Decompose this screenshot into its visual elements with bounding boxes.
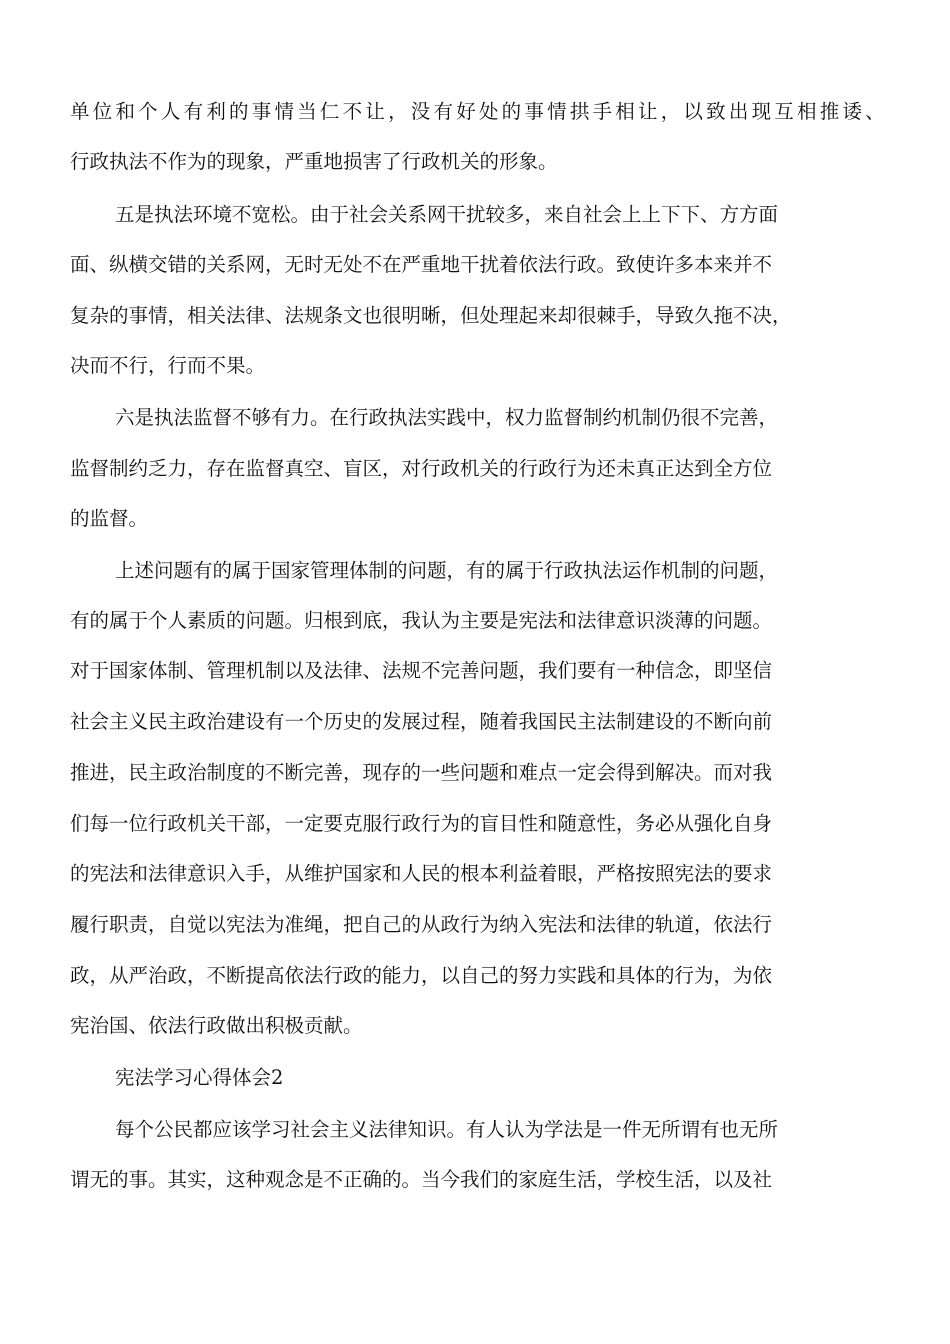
text-line: 社会主义民主政治建设有一个历史的发展过程，随着我国民主法制建设的不断向前 xyxy=(70,710,773,733)
text-line: 的宪法和法律意识入手，从维护国家和人民的根本利益着眼，严格按照宪法的要求 xyxy=(70,862,773,885)
text-line: 复杂的事情，相关法律、法规条文也很明晰，但处理起来却很棘手，导致久拖不决， xyxy=(70,304,792,327)
text-line: 行政执法不作为的现象，严重地损害了行政机关的形象。 xyxy=(70,150,558,173)
text-line: 每个公民都应该学习社会主义法律知识。有人认为学法是一件无所谓有也无所 xyxy=(115,1118,779,1141)
text-line: 对于国家体制、管理机制以及法律、法规不完善问题，我们要有一种信念，即坚信 xyxy=(70,659,773,682)
section-heading: 宪法学习心得体会2 xyxy=(115,1066,284,1089)
text-line: 决而不行，行而不果。 xyxy=(70,354,266,377)
text-line: 面、纵横交错的关系网，无时无处不在严重地干扰着依法行政。致使许多本来并不 xyxy=(70,253,773,276)
text-line: 推进，民主政治制度的不断完善，现存的一些问题和难点一定会得到解决。而对我 xyxy=(70,761,773,784)
text-line: 五是执法环境不宽松。由于社会关系网干扰较多，来自社会上上下下、方方面 xyxy=(115,203,779,226)
text-line: 谓无的事。其实，这种观念是不正确的。当今我们的家庭生活，学校生活，以及社 xyxy=(70,1168,773,1191)
text-line: 们每一位行政机关干部，一定要克服行政行为的盲目性和随意性，务必从强化自身 xyxy=(70,812,773,835)
text-line: 上述问题有的属于国家管理体制的问题，有的属于行政执法运作机制的问题， xyxy=(115,559,779,582)
text-line: 履行职责，自觉以宪法为准绳，把自己的从政行为纳入宪法和法律的轨道，依法行 xyxy=(70,913,773,936)
text-line: 的监督。 xyxy=(70,507,149,530)
text-line: 政，从严治政，不断提高依法行政的能力，以自己的努力实践和具体的行为，为依 xyxy=(70,964,773,987)
text-line: 单 位 和 个 人 有 利 的 事 情 当 仁 不 让 ， 没 有 好 处 的 事 情 拱 手 相 让 ， 以 致 出 现 互 相 推 诿 、 xyxy=(70,100,885,123)
text-line: 有的属于个人素质的问题。归根到底，我认为主要是宪法和法律意识淡薄的问题。 xyxy=(70,609,773,632)
text-line: 六是执法监督不够有力。在行政执法实践中，权力监督制约机制仍很不完善， xyxy=(115,406,779,429)
text-line: 监督制约乏力，存在监督真空、盲区，对行政机关的行政行为还未真正达到全方位 xyxy=(70,457,773,480)
text-line: 宪治国、依法行政做出积极贡献。 xyxy=(70,1014,363,1037)
